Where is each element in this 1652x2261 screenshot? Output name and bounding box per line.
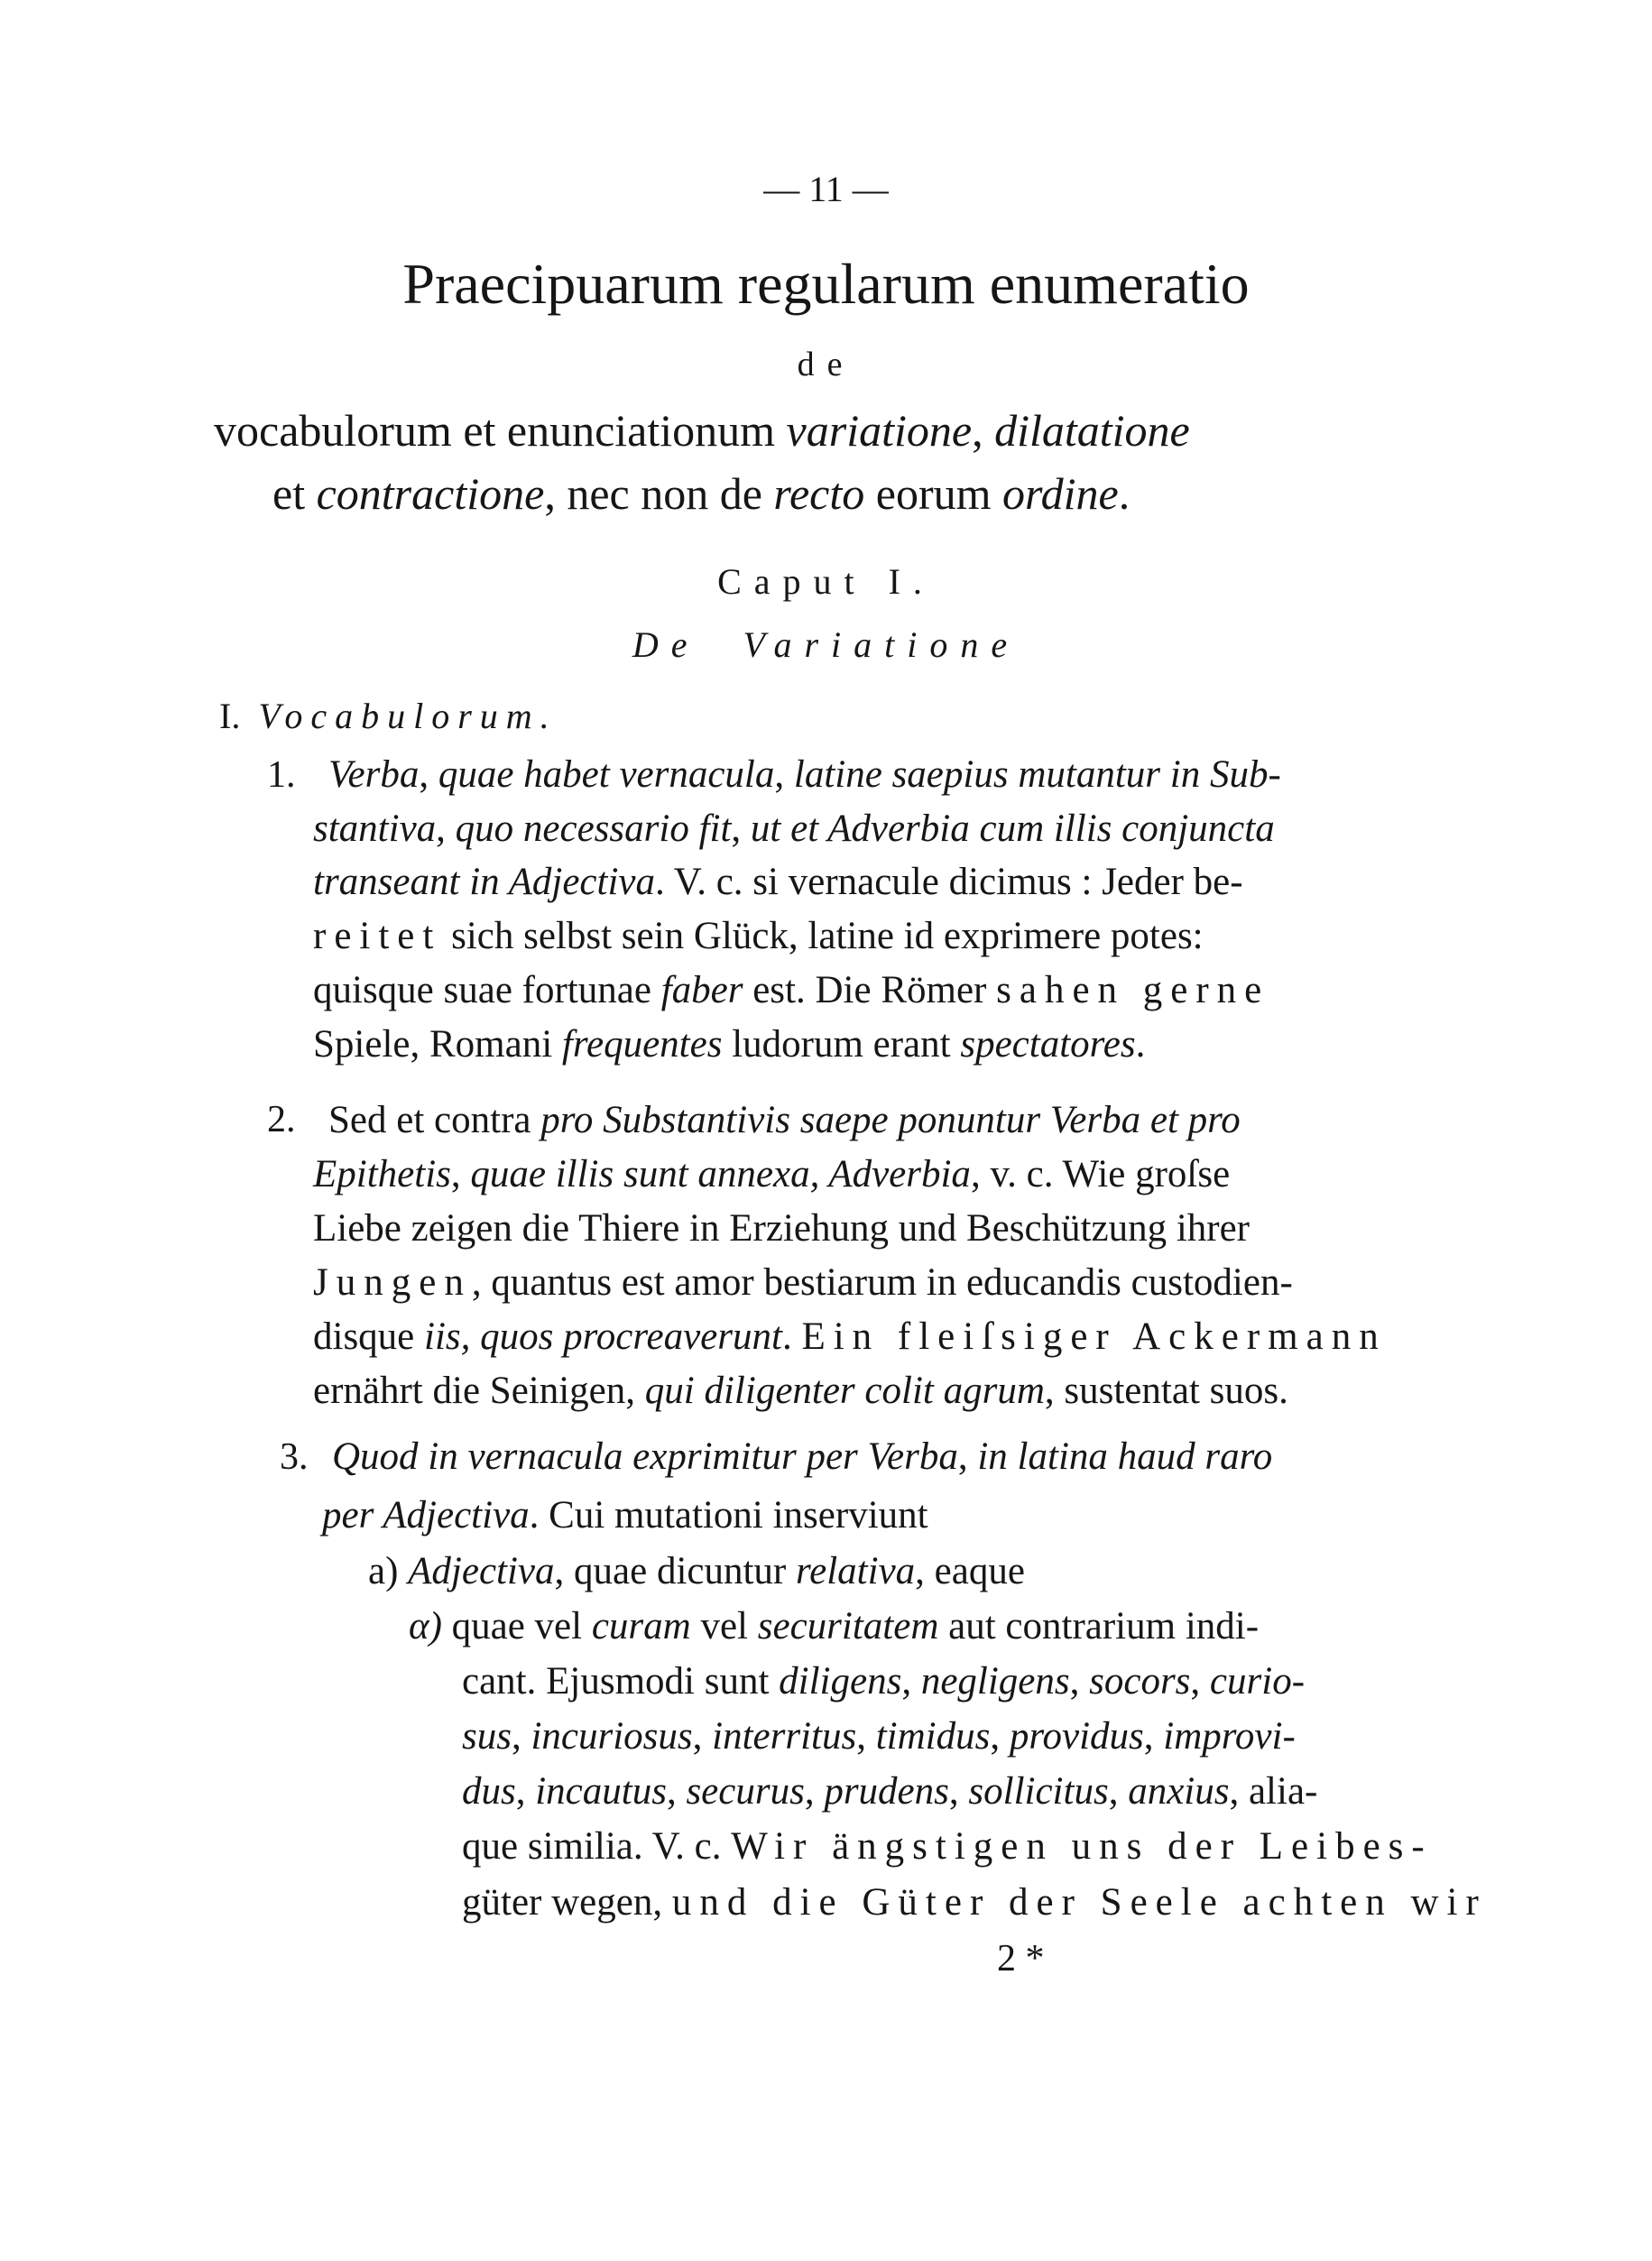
chapter-subtitle: De Variatione <box>632 624 1020 665</box>
heading-de: de <box>797 346 855 383</box>
signature-mark: 2 * <box>997 1938 1045 1980</box>
chapter-label: Caput I. <box>717 561 935 602</box>
heading-line-1: Praecipuarum regularum enumeratio <box>402 252 1250 316</box>
paragraph-1-line-1: Verba, quae habet vernacula, latine saepius mutantur in Sub- <box>328 753 1281 796</box>
paragraph-1-number: 1. <box>267 754 296 796</box>
subitem-alpha-line-3: sus, incuriosus, interritus, timidus, providus, improvi- <box>462 1715 1296 1758</box>
subitem-alpha-line-5: que similia. V. c. Wir ängstigen uns der Leibes- <box>462 1825 1433 1868</box>
subitem-alpha-line-1: α) quae vel curam vel securitatem aut contrarium indi- <box>409 1605 1260 1647</box>
page-number: — 11 — <box>763 169 889 209</box>
paragraph-1-line-4: reitet sich selbst sein Glück, latine id exprimere potes: <box>313 915 1204 957</box>
paragraph-1-line-3: transeant in Adjectiva. V. c. si vernacule dicimus : Jeder be- <box>313 861 1243 903</box>
paragraph-2-line-6: ernährt die Seinigen, qui diligenter colit agrum, sustentat suos. <box>313 1370 1288 1412</box>
paragraph-2-line-4: Jungen, quantus est amor bestiarum in educandis custodien- <box>313 1261 1293 1304</box>
paragraph-3-line-1: Quod in vernacula exprimitur per Verba, in latina haud raro <box>332 1435 1273 1478</box>
heading-line-4: et contractione, nec non de recto eorum ordine. <box>272 468 1131 519</box>
paragraph-2-line-1: Sed et contra pro Substantivis saepe ponuntur Verba et pro <box>328 1099 1241 1141</box>
subitem-alpha-line-2: cant. Ejusmodi sunt diligens, negligens, socors, curio- <box>462 1660 1306 1703</box>
heading-line-3: vocabulorum et enunciationum variatione, dilatatione <box>214 405 1190 456</box>
paragraph-1-line-6: Spiele, Romani frequentes ludorum erant spectatores. <box>313 1023 1146 1066</box>
paragraph-1-line-5: quisque suae fortunae faber est. Die Römer sahen gerne <box>313 969 1270 1011</box>
subitem-alpha-line-4: dus, incautus, securus, prudens, sollicitus, anxius, alia- <box>462 1770 1318 1813</box>
subitem-alpha-line-6: güter wegen, und die Güter der Seele achten wir <box>462 1881 1487 1924</box>
paragraph-1-line-2: stantiva, quo necessario fit, ut et Adverbia cum illis conjuncta <box>313 808 1275 850</box>
paragraph-2-number: 2. <box>267 1099 296 1140</box>
paragraph-2-line-3: Liebe zeigen die Thiere in Erziehung und Beschützung ihrer <box>313 1207 1250 1250</box>
paragraph-2-line-2: Epithetis, quae illis sunt annexa, Adverbia, v. c. Wie groſse <box>313 1153 1231 1195</box>
section-heading: I. Vocabulorum. <box>219 696 558 736</box>
paragraph-3-number: 3. <box>280 1436 309 1478</box>
subitem-a: a) Adjectiva, quae dicuntur relativa, eaque <box>368 1550 1025 1592</box>
paragraph-3-line-2: per Adjectiva. Cui mutationi inserviunt <box>322 1494 928 1537</box>
paragraph-2-line-5: disque iis, quos procreaverunt. Ein fleiſsiger Ackermann <box>313 1315 1387 1358</box>
